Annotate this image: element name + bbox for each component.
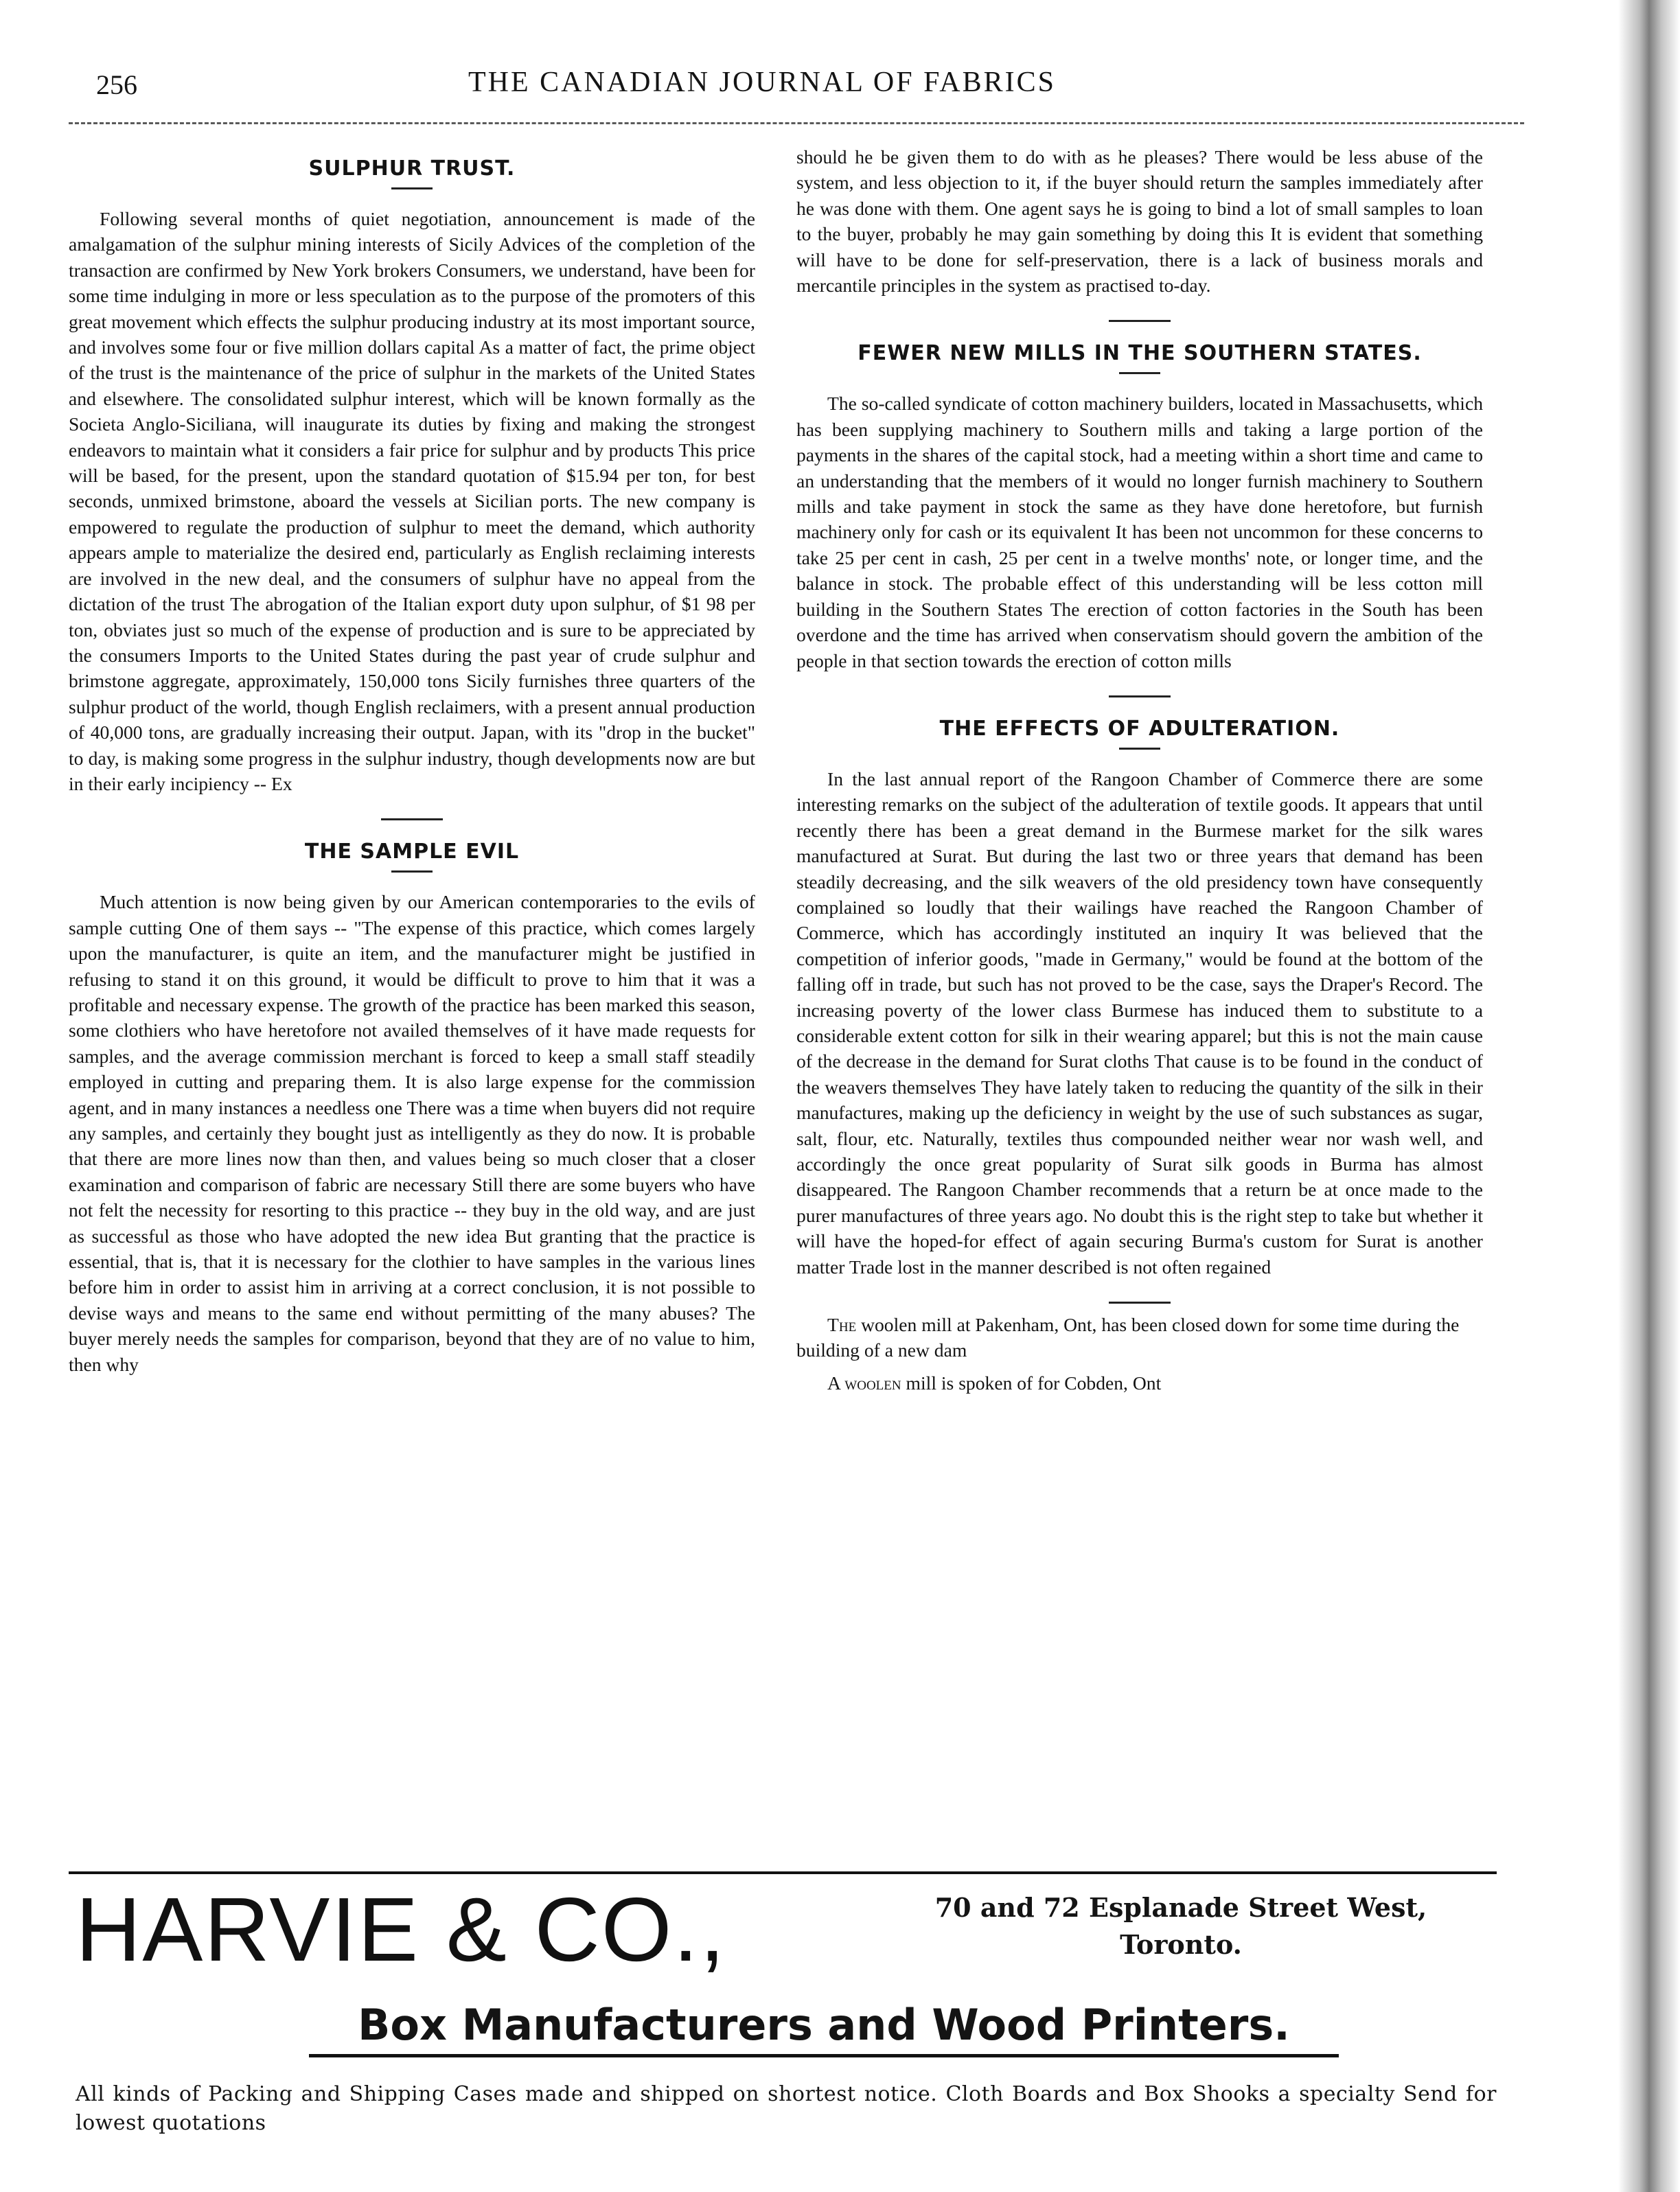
article-body-sulphur-trust: Following several months of quiet negotiation, announcement is made of the amalgamation of the sulphur mining interests of Sicily Advices of the completion of the transaction are confirmed by New York brokers Consumers, we understand, have been for some time indulging in more or less speculation as to the purpose of the promoters of this great movement which effects the sulphur producing industry at its most important source, and involves some four or five million dollars capital As a matter of fact, the prime object of the trust is the maintenance of the price of sulphur in the markets of the United States and elsewhere. The consolidated sulphur interest, which will be known formally as the Societa Anglo-Siciliana, will inaugurate its duties by fixing and making the strongest endeavors to maintain what it considers a fair price for sulphur and by products This price will be based, for the present, upon the standard quotation of $15.94 per ton, for best seconds, unmixed brimstone, aboard the vessels at Sicilian ports. The new company is empowered to regulate the production of sulphur to meet the demand, which authority appears ample to materialize the desired end, particularly as English reclaiming interests are involved in the new deal, and the consumers of sulphur have no appeal from the dictation of the trust The abrogation of the Italian export duty upon sulphur, of $1 98 per ton, obviates just so much of the expense of production and is sure to be appreciated by the consumers Imports to the United States during the past year of crude sulphur and brimstone aggregate, approximately, 150,000 tons Sicily furnishes three quarters of the sulphur product of the world, though English reclaimers, with a present annual production of 40,000 tons, are gradually increasing their output. Japan, with its "drop in the bucket" to day, is making some progress in the sulphur industry, though developments now are but in their early incipiency -- Ex bbox=[69, 208, 755, 794]
title-rule bbox=[1119, 748, 1160, 750]
section-divider bbox=[1109, 320, 1171, 322]
header-rule bbox=[69, 122, 1524, 124]
article-title-sulphur-trust: SULPHUR TRUST. bbox=[308, 157, 516, 181]
article-body-fewer-mills: The so-called syndicate of cotton machinery builders, located in Massachusetts, which has been supplying machinery to Southern mills and taking a large portion of the payments in the shares of the capital stock, had a meeting within a short time and came to an understanding that the members of it would no longer furnish machinery to Southern mills and take payment in stock the same as they have done heretofore, but furnish machinery only for cash or its equivalent It has been not uncommon for these concerns to take 25 per cent in cash, 25 per cent in a twelve months' note, or longer time, and the balance in stock. The probable effect of this understanding will be less cotton mill building in the Southern States The erection of cotton factories in the South has been overdone and the time has arrived when conservatism should govern the ambition of the people in that section towards the erection of cotton mills bbox=[796, 393, 1483, 671]
right-column bbox=[796, 144, 1483, 1396]
article-title-sample-evil: THE SAMPLE EVIL bbox=[304, 840, 520, 864]
note-lead: A woolen bbox=[827, 1372, 901, 1394]
note-lead: The bbox=[827, 1314, 857, 1336]
page-number: 256 bbox=[96, 69, 137, 100]
section-divider bbox=[381, 818, 443, 820]
note-text: woolen mill at Pakenham, Ont, has been closed down for some time during the building of a new dam bbox=[796, 1314, 1460, 1361]
journal-title: THE CANADIAN JOURNAL OF FABRICS bbox=[468, 67, 1057, 98]
article-title-adulteration: THE EFFECTS OF ADULTERATION. bbox=[939, 716, 1340, 741]
advertiser-name: HARVIE & CO., bbox=[76, 1879, 726, 1980]
title-rule bbox=[391, 187, 433, 189]
advertisement-rule bbox=[69, 1871, 1497, 1874]
article-title-fewer-mills: FEWER NEW MILLS IN THE SOUTHERN STATES. bbox=[858, 341, 1422, 366]
left-column bbox=[69, 137, 755, 1377]
title-rule bbox=[1119, 372, 1160, 374]
note-text: mill is spoken of for Cobden, Ont bbox=[901, 1372, 1162, 1394]
section-divider bbox=[1109, 695, 1171, 697]
news-note-cobden bbox=[796, 1370, 1483, 1396]
article-body-sample-evil: Much attention is now being given by our American contemporaries to the evils of sample cutting One of them says -- "The expense of this practice, which comes largely upon the manufacturer, is quite an item, and the manufacturer might be justified in refusing to stand it on this ground, it would be difficult to prove to him that it was a profitable and necessary expense. The growth of the practice has been marked this season, some clothiers who have heretofore not availed themselves of it have made requests for samples, and the average commission merchant is forced to keep a small staff steadily employed in cutting and preparing them. It is also large expense for the commission agent, and in many instances a needless one There was a time when buyers did not require any samples, and certainly they bought just as intelligently as they do now. It is probable that there are more lines now than then, and values being so much closer that a closer examination and comparison of fabric are necessary Still there are some buyers who have not felt the necessity for resorting to this practice -- they buy in the old way, and are just as successful as those who have adopted the new idea But granting that the practice is essential, that is, that it is necessary for the clothier to have samples in the various lines before him in order to assist him in arriving at a correct conclusion, it is not possible to devise ways and means to the same end without permitting of the many abuses? The buyer merely needs the samples for comparison, beyond that they are of no value to him, then why bbox=[69, 891, 755, 1375]
address-city: Toronto. bbox=[1120, 1929, 1242, 1960]
advertiser-address bbox=[858, 1889, 1504, 1963]
advertisement-body: All kinds of Packing and Shipping Cases made and shipped on shortest notice. Cloth Boards and Box Shooks a specialty Send for lowest quotations bbox=[76, 2082, 1497, 2135]
address-line: 70 and 72 Esplanade Street West, bbox=[934, 1892, 1427, 1923]
advertiser-tagline: Box Manufacturers and Wood Printers. bbox=[309, 1999, 1339, 2057]
article-body-sample-evil-continued: should he be given them to do with as he pleases? There would be less abuse of the system, and less objection to it, if the buyer should return the samples immediately after he was done with them. One agent says he is going to bind a lot of small samples to loan to the buyer, probably he may gain something by doing this It is evident that something will have to be done for self-preservation, there is a lack of business morals and mercantile principles in the system as practised to-day. bbox=[796, 146, 1483, 297]
section-divider bbox=[1109, 1302, 1171, 1304]
scan-edge-shadow bbox=[1618, 0, 1680, 2192]
title-rule bbox=[391, 870, 433, 873]
news-note-pakenham bbox=[796, 1312, 1483, 1363]
article-body-adulteration: In the last annual report of the Rangoon Chamber of Commerce there are some interesting remarks on the subject of the adulteration of textile goods. It appears that until recently there has been a great demand in the Burmese market for the silk wares manufactured at Surat. But during the last two or three years that demand has been steadily decreasing, and the silk weavers of the old presidency town have consequently complained so loudly that their wailings have reached the Rangoon Chamber of Commerce, which has accordingly instituted an inquiry It was believed that the competition of inferior goods, "made in Germany," would be found at the bottom of the falling off in trade, but such has not proved to be the case, says the Draper's Record. The increasing poverty of the lower class Burmese has induced them to substitute to a considerable extent cotton for silk in their wearing apparel; but this is not the main cause of the decrease in the demand for Surat cloths That cause is to be found in the conduct of the weavers themselves They have lately taken to reducing the quantity of the silk in their manufactures, making up the deficiency in weight by the use of such substances as sugar, salt, flour, etc. Naturally, textiles thus compounded neither wear nor wash well, and accordingly the once great popularity of Surat silk goods in Burma has almost disappeared. The Rangoon Chamber recommends that a return be at once made to the purer manufactures of three years ago. No doubt this is the right step to take but whether it will have the hoped-for effect of again securing Burma's custom for Surat is another matter Trade lost in the manner described is not often regained bbox=[796, 768, 1483, 1278]
